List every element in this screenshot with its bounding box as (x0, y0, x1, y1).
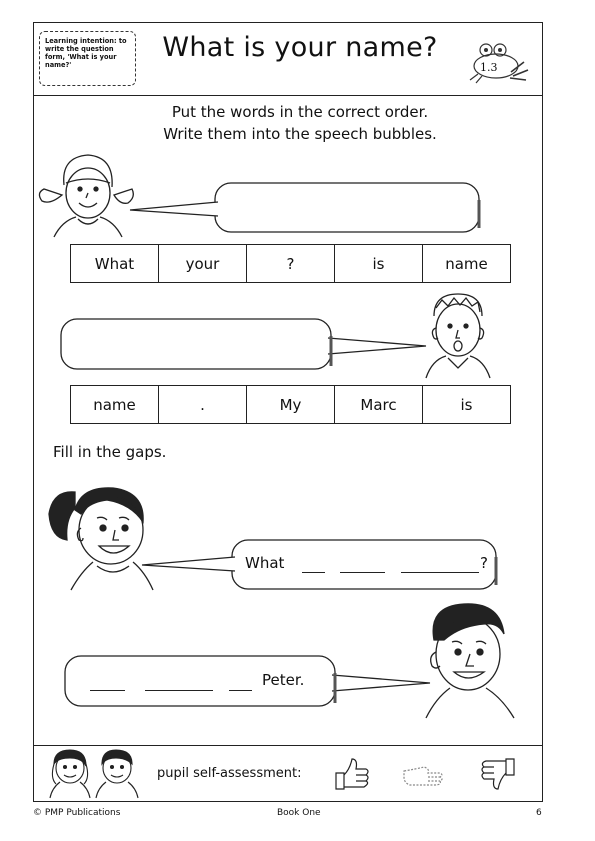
blank-line[interactable] (340, 572, 385, 573)
learning-intention-text: Learning intention: to write the question form, 'What is your name?' (45, 37, 127, 69)
blank-line[interactable] (145, 690, 213, 691)
thumbs-up-icon[interactable] (330, 755, 372, 793)
self-assessment-label: pupil self-assessment: (157, 766, 302, 781)
word-card[interactable]: your (159, 245, 247, 282)
frog-badge-icon (466, 38, 530, 84)
word-card[interactable]: name (71, 386, 159, 423)
speech-bubble-2 (58, 316, 430, 372)
question-end-text: ? (480, 554, 488, 572)
boy-illustration-2 (420, 600, 520, 720)
word-card[interactable]: What (71, 245, 159, 282)
blank-line[interactable] (401, 572, 479, 573)
footer-divider (33, 745, 543, 746)
blank-line[interactable] (90, 690, 125, 691)
word-card[interactable]: is (335, 245, 423, 282)
footer-book: Book One (277, 808, 321, 818)
blank-line[interactable] (229, 690, 252, 691)
instruction-line-1: Put the words in the correct order. (171, 103, 429, 121)
word-row-2 (70, 385, 511, 424)
word-card[interactable]: My (247, 386, 335, 423)
word-card[interactable]: ? (247, 245, 335, 282)
question-start-text: What (245, 554, 285, 572)
speech-bubble-1 (128, 180, 484, 235)
children-icon (46, 748, 146, 800)
blank-line[interactable] (302, 572, 325, 573)
speech-bubble-3 (140, 537, 502, 593)
badge-number: 1.3 (480, 61, 498, 74)
girl-pigtails-illustration (36, 145, 136, 240)
boy-illustration-1 (420, 290, 500, 380)
thumbs-down-icon[interactable] (478, 755, 520, 793)
speech-bubble-4 (62, 653, 434, 709)
footer-page-number: 6 (536, 808, 542, 818)
header-divider (33, 95, 543, 96)
learning-intention-box (39, 31, 136, 86)
word-card[interactable]: name (445, 254, 488, 273)
word-card[interactable]: . (159, 386, 247, 423)
answer-end-text: Peter. (262, 671, 305, 689)
word-card[interactable]: is (460, 395, 473, 414)
instruction-line-2: Write them into the speech bubbles. (163, 125, 437, 143)
word-row-1 (70, 244, 511, 283)
page-title: What is your name? (162, 32, 438, 63)
thumbs-sideways-icon[interactable] (400, 763, 448, 787)
fill-gaps-heading: Fill in the gaps. (53, 443, 167, 461)
footer-publisher: © PMP Publications (33, 808, 121, 818)
word-card[interactable]: Marc (335, 386, 423, 423)
